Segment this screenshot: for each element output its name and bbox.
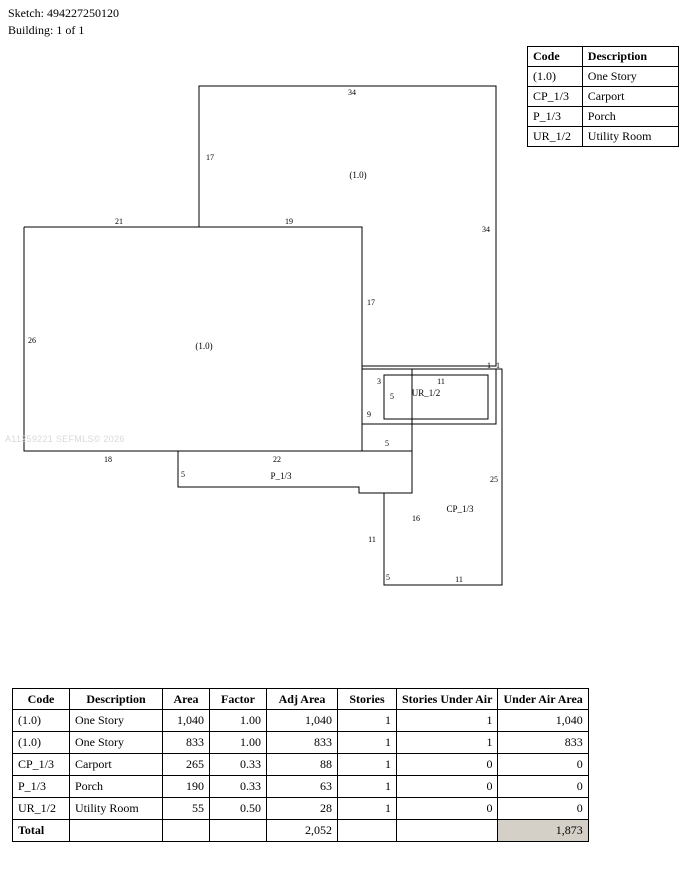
shape-helper xyxy=(24,227,362,487)
legend-cell-description: Porch xyxy=(582,107,678,127)
legend-header-code: Code xyxy=(528,47,583,67)
area-summary-table xyxy=(12,688,589,842)
building-count-label: Building: 1 of 1 xyxy=(8,23,85,37)
cell-description: Carport xyxy=(70,754,163,776)
dimension-label: 5 xyxy=(386,573,390,582)
cell-under-air-area: 0 xyxy=(498,754,588,776)
legend-cell-code: UR_1/2 xyxy=(528,127,583,147)
dimension-label: 26 xyxy=(28,336,36,345)
cell-total-stories xyxy=(338,820,397,842)
dimension-label: 3 xyxy=(377,377,381,386)
dimension-label: 5 xyxy=(385,439,389,448)
table-row xyxy=(13,710,589,732)
cell-total-label: Total xyxy=(13,820,70,842)
table-row xyxy=(13,776,589,798)
dimension-label: 34 xyxy=(482,225,490,234)
dimension-label: 11 xyxy=(368,535,376,544)
summary-header-description: Description xyxy=(70,689,163,710)
sketch-area-label: UR_1/2 xyxy=(411,388,441,398)
table-total-row xyxy=(13,820,589,842)
summary-header-adj-area: Adj Area xyxy=(267,689,338,710)
cell-total-stories-under-air xyxy=(397,820,498,842)
summary-header-area: Area xyxy=(163,689,210,710)
dimension-label: 11 xyxy=(437,377,445,386)
dimension-label: 5 xyxy=(181,470,185,479)
shape-one-story-main-left xyxy=(24,227,362,451)
cell-area: 1,040 xyxy=(163,710,210,732)
table-row xyxy=(13,732,589,754)
legend-cell-code: P_1/3 xyxy=(528,107,583,127)
cell-stories-under-air: 0 xyxy=(397,776,498,798)
cell-area: 833 xyxy=(163,732,210,754)
cell-adj-area: 63 xyxy=(267,776,338,798)
summary-header-stories-under-air: Stories Under Air xyxy=(397,689,498,710)
cell-factor: 1.00 xyxy=(210,710,267,732)
cell-area: 55 xyxy=(163,798,210,820)
cell-under-air-area: 0 xyxy=(498,776,588,798)
cell-stories: 1 xyxy=(338,732,397,754)
dimension-label: 11 xyxy=(455,575,463,584)
cell-total-adj-area: 2,052 xyxy=(267,820,338,842)
legend-cell-description: Utility Room xyxy=(582,127,678,147)
cell-code: (1.0) xyxy=(13,732,70,754)
table-row xyxy=(13,754,589,776)
cell-total-area xyxy=(163,820,210,842)
cell-area: 190 xyxy=(163,776,210,798)
dimension-label: 9 xyxy=(367,410,371,419)
cell-total-under-air-area: 1,873 xyxy=(498,820,588,842)
legend-cell-description: One Story xyxy=(582,67,678,87)
cell-adj-area: 88 xyxy=(267,754,338,776)
cell-code: UR_1/2 xyxy=(13,798,70,820)
legend-header-description: Description xyxy=(582,47,678,67)
legend-cell-description: Carport xyxy=(582,87,678,107)
cell-stories: 1 xyxy=(338,710,397,732)
cell-stories: 1 xyxy=(338,754,397,776)
cell-stories-under-air: 1 xyxy=(397,732,498,754)
summary-header-factor: Factor xyxy=(210,689,267,710)
cell-code: (1.0) xyxy=(13,710,70,732)
dimension-label: 16 xyxy=(412,514,420,523)
dimension-label: 5 xyxy=(390,392,394,401)
sketch-area-label: CP_1/3 xyxy=(446,504,474,514)
sketch-id-label: Sketch: 494227250120 xyxy=(8,6,119,20)
shape-one-story-upper xyxy=(199,86,496,366)
shape-porch xyxy=(178,451,412,493)
cell-stories: 1 xyxy=(338,776,397,798)
sketch-area-label: (1.0) xyxy=(195,341,213,351)
summary-header-code: Code xyxy=(13,689,70,710)
dimension-label: 34 xyxy=(348,88,356,97)
cell-total-factor xyxy=(210,820,267,842)
sketch-area-label: (1.0) xyxy=(349,170,367,180)
cell-factor: 0.33 xyxy=(210,776,267,798)
cell-adj-area: 833 xyxy=(267,732,338,754)
dimension-label: 17 xyxy=(206,153,214,162)
legend-cell-code: (1.0) xyxy=(528,67,583,87)
cell-factor: 0.50 xyxy=(210,798,267,820)
dimension-label: 19 xyxy=(285,217,293,226)
summary-header-stories: Stories xyxy=(338,689,397,710)
cell-under-air-area: 1,040 xyxy=(498,710,588,732)
cell-stories: 1 xyxy=(338,798,397,820)
cell-under-air-area: 833 xyxy=(498,732,588,754)
cell-code: P_1/3 xyxy=(13,776,70,798)
cell-area: 265 xyxy=(163,754,210,776)
dimension-label: 1 xyxy=(487,361,491,370)
cell-adj-area: 1,040 xyxy=(267,710,338,732)
dimension-label: 25 xyxy=(490,475,498,484)
summary-header-row xyxy=(13,689,589,710)
cell-description: One Story xyxy=(70,732,163,754)
legend-cell-code: CP_1/3 xyxy=(528,87,583,107)
cell-stories-under-air: 1 xyxy=(397,710,498,732)
dimension-label: 22 xyxy=(273,455,281,464)
cell-under-air-area: 0 xyxy=(498,798,588,820)
cell-factor: 1.00 xyxy=(210,732,267,754)
dimension-label: 1 xyxy=(496,361,500,370)
cell-description: Utility Room xyxy=(70,798,163,820)
watermark-text: A11259221 SEFMLS© 2026 xyxy=(5,434,125,444)
cell-description: One Story xyxy=(70,710,163,732)
shape-carport xyxy=(384,369,502,585)
table-row xyxy=(13,798,589,820)
cell-factor: 0.33 xyxy=(210,754,267,776)
cell-total-description xyxy=(70,820,163,842)
cell-stories-under-air: 0 xyxy=(397,754,498,776)
cell-adj-area: 28 xyxy=(267,798,338,820)
dimension-label: 18 xyxy=(104,455,112,464)
cell-code: CP_1/3 xyxy=(13,754,70,776)
dimension-label: 17 xyxy=(367,298,375,307)
cell-description: Porch xyxy=(70,776,163,798)
summary-header-under-air-area: Under Air Area xyxy=(498,689,588,710)
sketch-area-label: P_1/3 xyxy=(270,471,292,481)
cell-stories-under-air: 0 xyxy=(397,798,498,820)
dimension-label: 21 xyxy=(115,217,123,226)
